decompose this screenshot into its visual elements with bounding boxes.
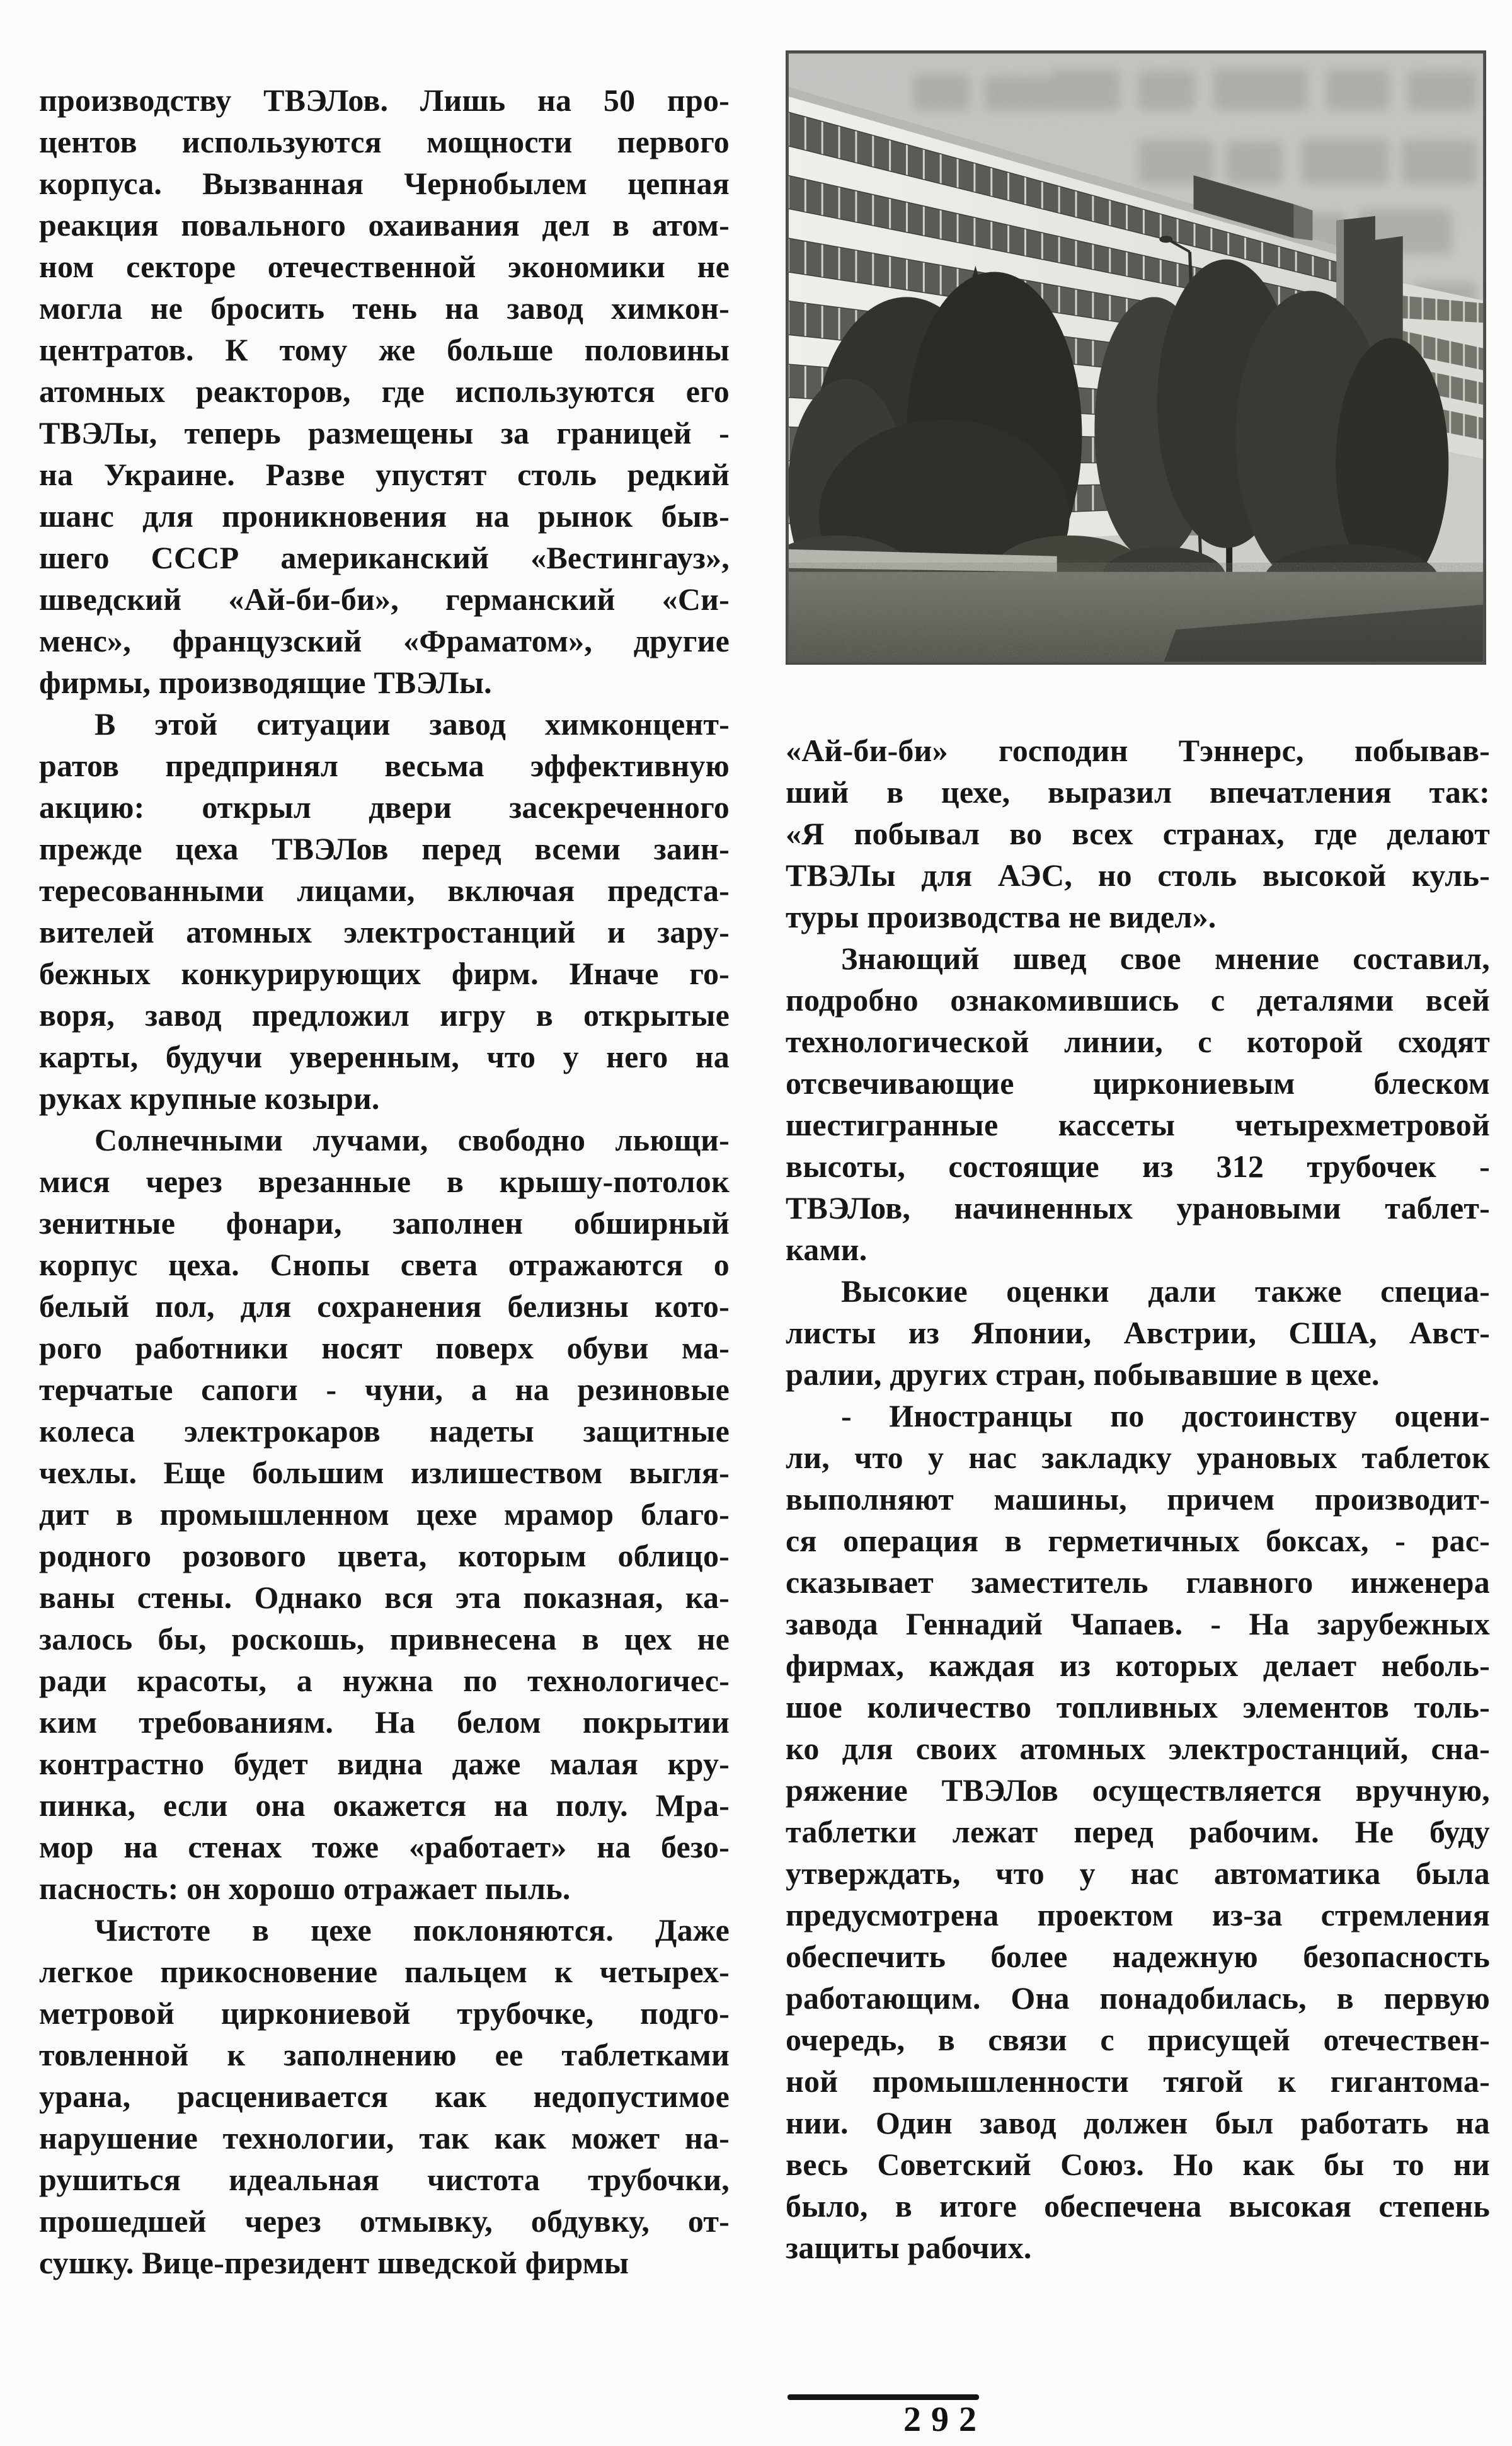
text-line: «Я побывал во всех странах, где делают — [786, 816, 1490, 851]
text-line: воря, завод предложил игру в открытые — [39, 997, 730, 1033]
text-line: обеспечить более надежную безопасность — [786, 1939, 1490, 1974]
text-line: тересованными лицами, включая предста- — [39, 873, 730, 908]
text-line: ким требованиям. На белом покрытии — [39, 1704, 730, 1740]
text-line: утверждать, что у нас автоматика была — [786, 1856, 1490, 1891]
text-line: мор на стенах тоже «работает» на безо- — [39, 1829, 730, 1864]
text-line: вителей атомных электростанций и зару- — [39, 914, 730, 950]
text-line: залось бы, роскошь, привнесена в цех не — [39, 1621, 730, 1657]
text-line: дит в промышленном цехе мрамор благо- — [39, 1496, 730, 1532]
text-line: ралии, других стран, побывавшие в цехе. — [786, 1357, 1380, 1392]
text-line: бежных конкурирующих фирм. Иначе го- — [39, 956, 730, 991]
left-column — [39, 79, 730, 2283]
text-line: Чистоте в цехе поклоняются. Даже — [94, 1912, 730, 1948]
text-line: метровой циркониевой трубочке, подго- — [39, 1995, 730, 2031]
text-line: чехлы. Еще большим излишеством выгля- — [39, 1455, 730, 1490]
text-line: «Ай-би-би» господин Тэннерс, побывав- — [786, 733, 1490, 768]
text-line: ли, что у нас закладку урановых таблеток — [786, 1440, 1490, 1475]
text-line: терчатые сапоги - чуни, а на резиновые — [39, 1372, 730, 1407]
text-line: корпус цеха. Снопы света отражаются о — [39, 1247, 730, 1282]
text-line: атомных реакторов, где используются его — [39, 374, 730, 409]
text-line: В этой ситуации завод химконцент- — [94, 706, 730, 742]
text-line: высоты, состоящие из 312 трубочек - — [786, 1149, 1490, 1184]
text-line: очередь, в связи с присущей отечествен- — [786, 2022, 1490, 2057]
text-line: нии. Один завод должен был работать на — [786, 2105, 1490, 2140]
text-line: пасность: он хорошо отражает пыль. — [39, 1871, 571, 1906]
text-line: туры производства не видел». — [786, 899, 1217, 934]
text-line: нарушение технологии, так как может на- — [39, 2120, 730, 2156]
text-line: ший в цехе, выразил впечатления так: — [786, 774, 1490, 810]
text-line: ТВЭЛов, начиненных урановыми таблет- — [786, 1190, 1490, 1226]
text-line: ратов предпринял весьма эффективную — [39, 748, 730, 783]
text-line: Знающий швед свое мнение составил, — [841, 941, 1490, 976]
factory-building-photo — [786, 50, 1486, 665]
text-line: родного розового цвета, которым облицо- — [39, 1538, 730, 1573]
text-line: ради красоты, а нужна по технологичес- — [39, 1663, 730, 1698]
text-line: ся операция в герметичных боксах, - рас- — [786, 1523, 1490, 1558]
text-line: менс», французский «Фраматом», другие — [39, 623, 730, 658]
text-line: фирмах, каждая из которых делает неболь- — [786, 1648, 1490, 1683]
right-column — [786, 730, 1490, 2268]
text-line: отсвечивающие циркониевым блеском — [786, 1065, 1490, 1101]
text-line: реакция повального охаивания дел в атом- — [39, 207, 730, 243]
text-line: ной промышленности тягой к гигантома- — [786, 2064, 1490, 2099]
text-line: фирмы, производящие ТВЭЛы. — [39, 665, 492, 700]
text-line: карты, будучи уверенным, что у него на — [39, 1039, 730, 1074]
text-line: выполняют машины, причем производит- — [786, 1481, 1490, 1517]
photo-grass — [788, 572, 1484, 663]
text-line: шего СССР американский «Вестингауз», — [39, 540, 730, 575]
text-line: - Иностранцы по достоинству оцени- — [841, 1398, 1490, 1433]
factory-building-illustration — [788, 52, 1484, 663]
text-line: легкое прикосновение пальцем к четырех- — [39, 1954, 730, 1989]
text-line: ваны стены. Однако вся эта показная, ка- — [39, 1580, 730, 1615]
text-line: прошедшей через отмывку, обдувку, от- — [39, 2203, 730, 2239]
text-line: ном секторе отечественной экономики не — [39, 249, 730, 284]
text-line: ТВЭЛы, теперь размещены за границей - — [39, 415, 730, 451]
page-number: 292 — [903, 2400, 987, 2439]
text-line: технологической линии, с которой сходят — [786, 1024, 1490, 1059]
text-line: прежде цеха ТВЭЛов перед всеми заин- — [39, 831, 730, 866]
text-line: весь Советский Союз. Но как бы то ни — [786, 2147, 1490, 2182]
text-line: подробно ознакомившись с деталями всей — [786, 982, 1490, 1018]
text-line: колеса электрокаров надеты защитные — [39, 1413, 730, 1449]
text-line: акцию: открыл двери засекреченного — [39, 789, 730, 825]
text-line: центратов. К тому же больше половины — [39, 332, 730, 367]
text-line: корпуса. Вызванная Чернобылем цепная — [39, 166, 730, 201]
text-line: работающим. Она понадобилась, в первую — [786, 1980, 1490, 2016]
text-line: защиты рабочих. — [786, 2230, 1032, 2265]
text-line: на Украине. Разве упустят столь редкий — [39, 457, 730, 492]
text-line: ками. — [786, 1232, 868, 1267]
text-line: шое количество топливных элементов толь- — [786, 1689, 1490, 1725]
text-line: мися через врезанные в крышу-потолок — [39, 1164, 730, 1199]
text-line: ко для своих атомных электростанций, сна- — [786, 1731, 1490, 1766]
text-line: контрастно будет видна даже малая кру- — [39, 1746, 730, 1781]
text-line: Солнечными лучами, свободно льющи- — [94, 1122, 730, 1157]
text-line: ряжение ТВЭЛов осуществляется вручную, — [786, 1772, 1490, 1808]
text-line: таблетки лежат перед рабочим. Не буду — [786, 1814, 1490, 1849]
text-line: предусмотрена проектом из-за стремления — [786, 1897, 1490, 1932]
text-line: урана, расценивается как недопустимое — [39, 2079, 730, 2114]
text-line: Высокие оценки дали также специа- — [841, 1273, 1490, 1309]
text-line: зенитные фонари, заполнен обширный — [39, 1205, 730, 1241]
text-line: сказывает заместитель главного инженера — [786, 1565, 1490, 1600]
text-line: пинка, если она окажется на полу. Мра- — [39, 1788, 730, 1823]
text-line: руках крупные козыри. — [39, 1081, 380, 1116]
text-line: центов используются мощности первого — [39, 124, 730, 159]
text-line: шанс для проникновения на рынок быв- — [39, 498, 730, 534]
text-line: товленной к заполнению ее таблетками — [39, 2037, 730, 2072]
text-line: шестигранные кассеты четырехметровой — [786, 1107, 1490, 1142]
text-line: сушку. Вице-президент шведской фирмы — [39, 2245, 629, 2280]
text-line: белый пол, для сохранения белизны кото- — [39, 1289, 730, 1324]
text-line: завода Геннадий Чапаев. - На зарубежных — [786, 1606, 1490, 1641]
text-line: шведский «Ай-би-би», германский «Си- — [39, 582, 730, 617]
text-line: листы из Японии, Австрии, США, Авст- — [786, 1315, 1490, 1350]
text-line: ТВЭЛы для АЭС, но столь высокой куль- — [786, 858, 1490, 893]
text-line: было, в итоге обеспечена высокая степень — [786, 2188, 1490, 2224]
text-line: рого работники носят поверх обуви ма- — [39, 1330, 730, 1365]
text-line: рушиться идеальная чистота трубочки, — [39, 2162, 730, 2197]
text-line: производству ТВЭЛов. Лишь на 50 про- — [39, 83, 730, 118]
text-line: могла не бросить тень на завод химкон- — [39, 290, 730, 326]
